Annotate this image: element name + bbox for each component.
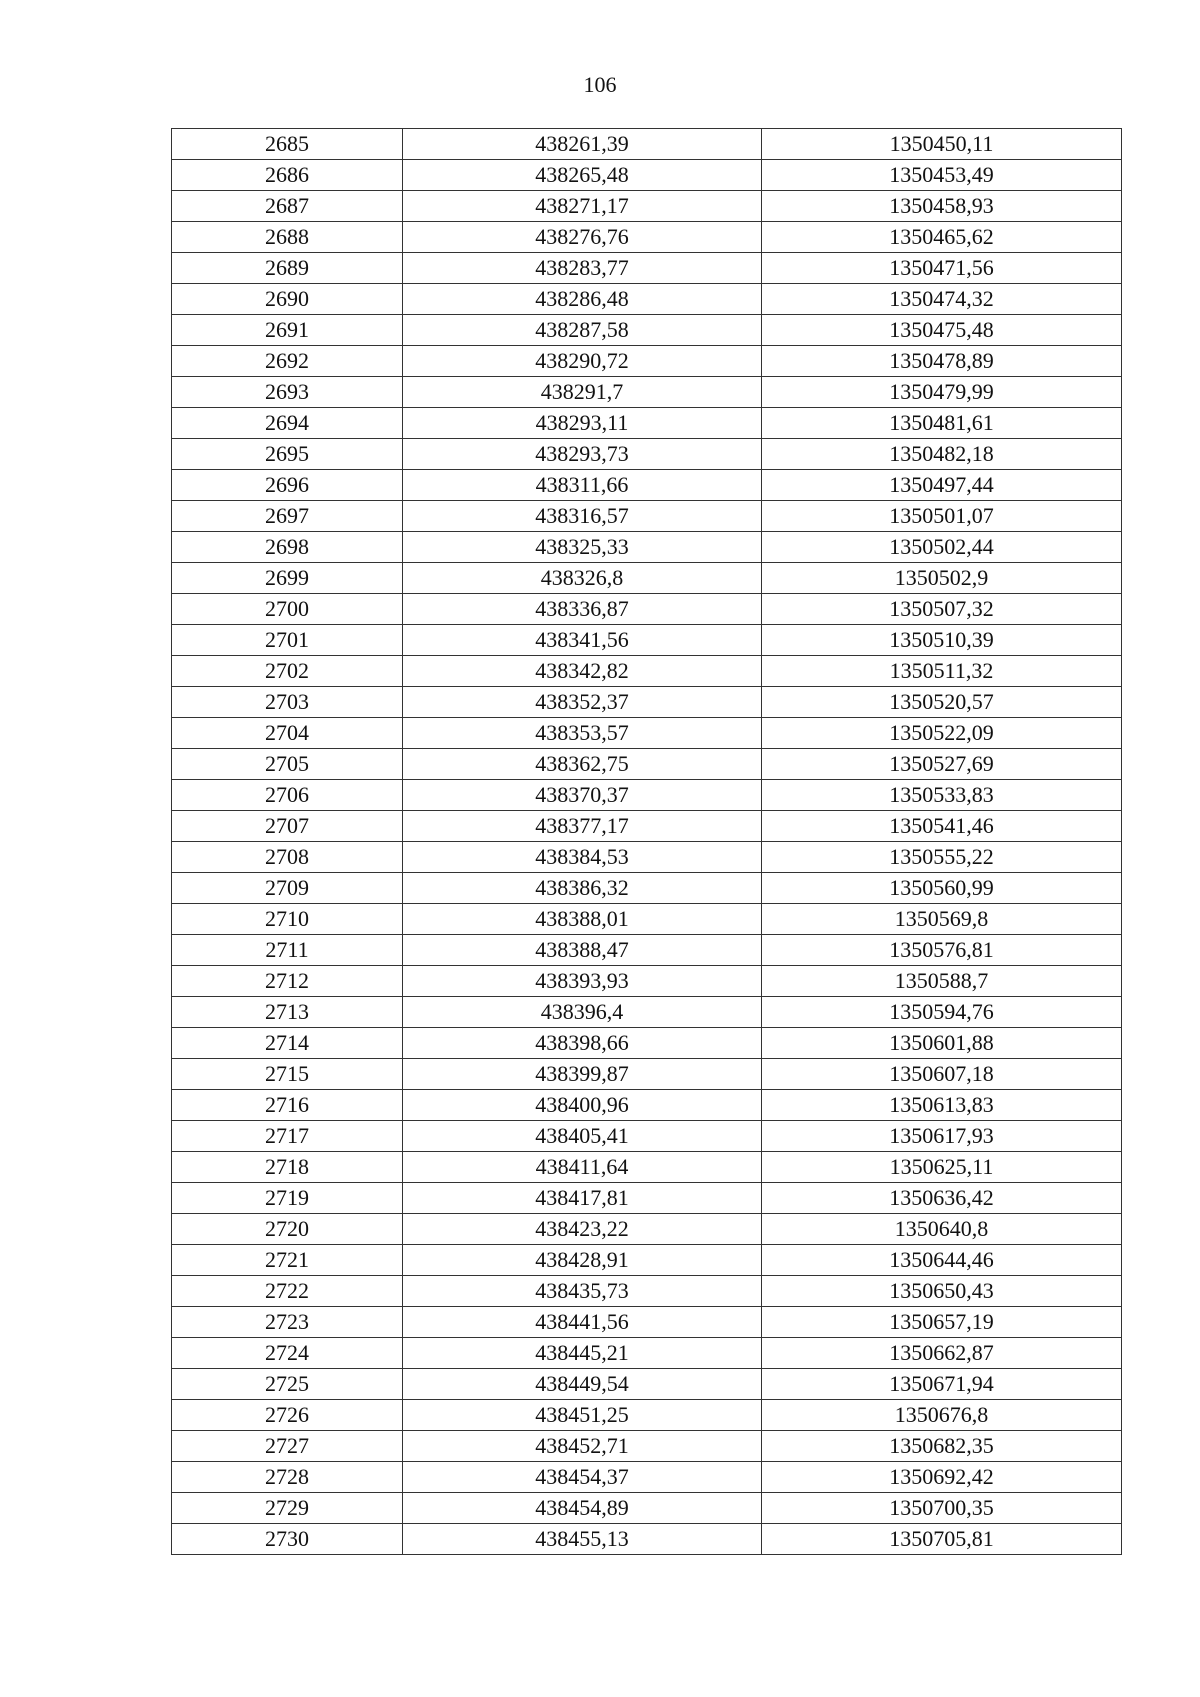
y-coordinate-cell: 1350450,11 — [762, 129, 1122, 160]
table-row — [172, 439, 1122, 470]
table-row — [172, 625, 1122, 656]
y-coordinate-cell: 1350588,7 — [762, 966, 1122, 997]
point-number-cell: 2696 — [172, 470, 403, 501]
point-number-cell: 2691 — [172, 315, 403, 346]
y-coordinate-cell: 1350465,62 — [762, 222, 1122, 253]
x-coordinate-cell: 438384,53 — [403, 842, 762, 873]
y-coordinate-cell: 1350682,35 — [762, 1431, 1122, 1462]
y-coordinate-cell: 1350541,46 — [762, 811, 1122, 842]
table-row — [172, 129, 1122, 160]
y-coordinate-cell: 1350692,42 — [762, 1462, 1122, 1493]
x-coordinate-cell: 438386,32 — [403, 873, 762, 904]
point-number-cell: 2700 — [172, 594, 403, 625]
point-number-cell: 2727 — [172, 1431, 403, 1462]
point-number-cell: 2704 — [172, 718, 403, 749]
y-coordinate-cell: 1350644,46 — [762, 1245, 1122, 1276]
point-number-cell: 2703 — [172, 687, 403, 718]
x-coordinate-cell: 438290,72 — [403, 346, 762, 377]
table-row — [172, 687, 1122, 718]
table-row — [172, 1152, 1122, 1183]
y-coordinate-cell: 1350479,99 — [762, 377, 1122, 408]
table-row — [172, 563, 1122, 594]
x-coordinate-cell: 438400,96 — [403, 1090, 762, 1121]
point-number-cell: 2685 — [172, 129, 403, 160]
y-coordinate-cell: 1350700,35 — [762, 1493, 1122, 1524]
y-coordinate-cell: 1350474,32 — [762, 284, 1122, 315]
table-row — [172, 346, 1122, 377]
point-number-cell: 2688 — [172, 222, 403, 253]
x-coordinate-cell: 438451,25 — [403, 1400, 762, 1431]
point-number-cell: 2724 — [172, 1338, 403, 1369]
y-coordinate-cell: 1350527,69 — [762, 749, 1122, 780]
y-coordinate-cell: 1350576,81 — [762, 935, 1122, 966]
y-coordinate-cell: 1350705,81 — [762, 1524, 1122, 1555]
y-coordinate-cell: 1350662,87 — [762, 1338, 1122, 1369]
point-number-cell: 2715 — [172, 1059, 403, 1090]
point-number-cell: 2687 — [172, 191, 403, 222]
point-number-cell: 2701 — [172, 625, 403, 656]
point-number-cell: 2713 — [172, 997, 403, 1028]
y-coordinate-cell: 1350671,94 — [762, 1369, 1122, 1400]
table-row — [172, 501, 1122, 532]
y-coordinate-cell: 1350511,32 — [762, 656, 1122, 687]
y-coordinate-cell: 1350471,56 — [762, 253, 1122, 284]
x-coordinate-cell: 438377,17 — [403, 811, 762, 842]
y-coordinate-cell: 1350594,76 — [762, 997, 1122, 1028]
table-row — [172, 1431, 1122, 1462]
x-coordinate-cell: 438388,47 — [403, 935, 762, 966]
y-coordinate-cell: 1350676,8 — [762, 1400, 1122, 1431]
point-number-cell: 2723 — [172, 1307, 403, 1338]
x-coordinate-cell: 438449,54 — [403, 1369, 762, 1400]
y-coordinate-cell: 1350520,57 — [762, 687, 1122, 718]
table-row — [172, 377, 1122, 408]
x-coordinate-cell: 438435,73 — [403, 1276, 762, 1307]
x-coordinate-cell: 438398,66 — [403, 1028, 762, 1059]
y-coordinate-cell: 1350453,49 — [762, 160, 1122, 191]
point-number-cell: 2707 — [172, 811, 403, 842]
y-coordinate-cell: 1350501,07 — [762, 501, 1122, 532]
x-coordinate-cell: 438342,82 — [403, 656, 762, 687]
x-coordinate-cell: 438428,91 — [403, 1245, 762, 1276]
table-row — [172, 842, 1122, 873]
x-coordinate-cell: 438452,71 — [403, 1431, 762, 1462]
point-number-cell: 2719 — [172, 1183, 403, 1214]
point-number-cell: 2726 — [172, 1400, 403, 1431]
point-number-cell: 2717 — [172, 1121, 403, 1152]
x-coordinate-cell: 438441,56 — [403, 1307, 762, 1338]
table-row — [172, 1059, 1122, 1090]
x-coordinate-cell: 438336,87 — [403, 594, 762, 625]
point-number-cell: 2708 — [172, 842, 403, 873]
table-row — [172, 594, 1122, 625]
point-number-cell: 2714 — [172, 1028, 403, 1059]
y-coordinate-cell: 1350625,11 — [762, 1152, 1122, 1183]
table-row — [172, 935, 1122, 966]
table-row — [172, 1090, 1122, 1121]
table-row — [172, 1121, 1122, 1152]
y-coordinate-cell: 1350555,22 — [762, 842, 1122, 873]
x-coordinate-cell: 438405,41 — [403, 1121, 762, 1152]
table-row — [172, 1183, 1122, 1214]
x-coordinate-cell: 438287,58 — [403, 315, 762, 346]
point-number-cell: 2702 — [172, 656, 403, 687]
point-number-cell: 2706 — [172, 780, 403, 811]
table-row — [172, 1400, 1122, 1431]
point-number-cell: 2710 — [172, 904, 403, 935]
point-number-cell: 2686 — [172, 160, 403, 191]
x-coordinate-cell: 438396,4 — [403, 997, 762, 1028]
point-number-cell: 2712 — [172, 966, 403, 997]
y-coordinate-cell: 1350640,8 — [762, 1214, 1122, 1245]
point-number-cell: 2694 — [172, 408, 403, 439]
table-row — [172, 253, 1122, 284]
y-coordinate-cell: 1350569,8 — [762, 904, 1122, 935]
point-number-cell: 2721 — [172, 1245, 403, 1276]
x-coordinate-cell: 438352,37 — [403, 687, 762, 718]
point-number-cell: 2705 — [172, 749, 403, 780]
y-coordinate-cell: 1350481,61 — [762, 408, 1122, 439]
x-coordinate-cell: 438316,57 — [403, 501, 762, 532]
x-coordinate-cell: 438353,57 — [403, 718, 762, 749]
point-number-cell: 2720 — [172, 1214, 403, 1245]
x-coordinate-cell: 438393,93 — [403, 966, 762, 997]
x-coordinate-cell: 438293,11 — [403, 408, 762, 439]
x-coordinate-cell: 438454,37 — [403, 1462, 762, 1493]
y-coordinate-cell: 1350636,42 — [762, 1183, 1122, 1214]
table-row — [172, 780, 1122, 811]
table-row — [172, 160, 1122, 191]
point-number-cell: 2716 — [172, 1090, 403, 1121]
x-coordinate-cell: 438326,8 — [403, 563, 762, 594]
y-coordinate-cell: 1350502,9 — [762, 563, 1122, 594]
x-coordinate-cell: 438286,48 — [403, 284, 762, 315]
point-number-cell: 2725 — [172, 1369, 403, 1400]
x-coordinate-cell: 438271,17 — [403, 191, 762, 222]
x-coordinate-cell: 438341,56 — [403, 625, 762, 656]
coordinates-table-body — [172, 129, 1122, 1555]
y-coordinate-cell: 1350510,39 — [762, 625, 1122, 656]
x-coordinate-cell: 438445,21 — [403, 1338, 762, 1369]
point-number-cell: 2695 — [172, 439, 403, 470]
table-row — [172, 811, 1122, 842]
x-coordinate-cell: 438362,75 — [403, 749, 762, 780]
table-row — [172, 191, 1122, 222]
point-number-cell: 2709 — [172, 873, 403, 904]
point-number-cell: 2728 — [172, 1462, 403, 1493]
y-coordinate-cell: 1350458,93 — [762, 191, 1122, 222]
y-coordinate-cell: 1350657,19 — [762, 1307, 1122, 1338]
y-coordinate-cell: 1350497,44 — [762, 470, 1122, 501]
x-coordinate-cell: 438265,48 — [403, 160, 762, 191]
x-coordinate-cell: 438293,73 — [403, 439, 762, 470]
y-coordinate-cell: 1350482,18 — [762, 439, 1122, 470]
y-coordinate-cell: 1350617,93 — [762, 1121, 1122, 1152]
coordinates-table — [171, 128, 1122, 1555]
table-row — [172, 408, 1122, 439]
x-coordinate-cell: 438291,7 — [403, 377, 762, 408]
table-row — [172, 222, 1122, 253]
y-coordinate-cell: 1350475,48 — [762, 315, 1122, 346]
page-number: 106 — [583, 72, 617, 97]
x-coordinate-cell: 438423,22 — [403, 1214, 762, 1245]
point-number-cell: 2722 — [172, 1276, 403, 1307]
point-number-cell: 2689 — [172, 253, 403, 284]
table-row — [172, 997, 1122, 1028]
point-number-cell: 2698 — [172, 532, 403, 563]
y-coordinate-cell: 1350533,83 — [762, 780, 1122, 811]
table-row — [172, 1524, 1122, 1555]
table-row — [172, 1338, 1122, 1369]
x-coordinate-cell: 438370,37 — [403, 780, 762, 811]
point-number-cell: 2690 — [172, 284, 403, 315]
y-coordinate-cell: 1350601,88 — [762, 1028, 1122, 1059]
table-row — [172, 904, 1122, 935]
table-row — [172, 1245, 1122, 1276]
table-row — [172, 1462, 1122, 1493]
table-row — [172, 470, 1122, 501]
table-row — [172, 1214, 1122, 1245]
table-row — [172, 532, 1122, 563]
x-coordinate-cell: 438454,89 — [403, 1493, 762, 1524]
table-row — [172, 749, 1122, 780]
y-coordinate-cell: 1350560,99 — [762, 873, 1122, 904]
table-row — [172, 718, 1122, 749]
x-coordinate-cell: 438399,87 — [403, 1059, 762, 1090]
x-coordinate-cell: 438411,64 — [403, 1152, 762, 1183]
y-coordinate-cell: 1350613,83 — [762, 1090, 1122, 1121]
point-number-cell: 2729 — [172, 1493, 403, 1524]
point-number-cell: 2693 — [172, 377, 403, 408]
x-coordinate-cell: 438455,13 — [403, 1524, 762, 1555]
table-row — [172, 873, 1122, 904]
point-number-cell: 2711 — [172, 935, 403, 966]
table-row — [172, 315, 1122, 346]
point-number-cell: 2692 — [172, 346, 403, 377]
x-coordinate-cell: 438311,66 — [403, 470, 762, 501]
table-row — [172, 1028, 1122, 1059]
x-coordinate-cell: 438283,77 — [403, 253, 762, 284]
table-row — [172, 1276, 1122, 1307]
table-row — [172, 1493, 1122, 1524]
table-row — [172, 656, 1122, 687]
x-coordinate-cell: 438417,81 — [403, 1183, 762, 1214]
x-coordinate-cell: 438325,33 — [403, 532, 762, 563]
table-row — [172, 1369, 1122, 1400]
x-coordinate-cell: 438276,76 — [403, 222, 762, 253]
x-coordinate-cell: 438261,39 — [403, 129, 762, 160]
point-number-cell: 2730 — [172, 1524, 403, 1555]
table-row — [172, 284, 1122, 315]
y-coordinate-cell: 1350507,32 — [762, 594, 1122, 625]
y-coordinate-cell: 1350478,89 — [762, 346, 1122, 377]
point-number-cell: 2697 — [172, 501, 403, 532]
y-coordinate-cell: 1350522,09 — [762, 718, 1122, 749]
table-row — [172, 966, 1122, 997]
point-number-cell: 2699 — [172, 563, 403, 594]
table-row — [172, 1307, 1122, 1338]
point-number-cell: 2718 — [172, 1152, 403, 1183]
x-coordinate-cell: 438388,01 — [403, 904, 762, 935]
y-coordinate-cell: 1350502,44 — [762, 532, 1122, 563]
y-coordinate-cell: 1350650,43 — [762, 1276, 1122, 1307]
y-coordinate-cell: 1350607,18 — [762, 1059, 1122, 1090]
